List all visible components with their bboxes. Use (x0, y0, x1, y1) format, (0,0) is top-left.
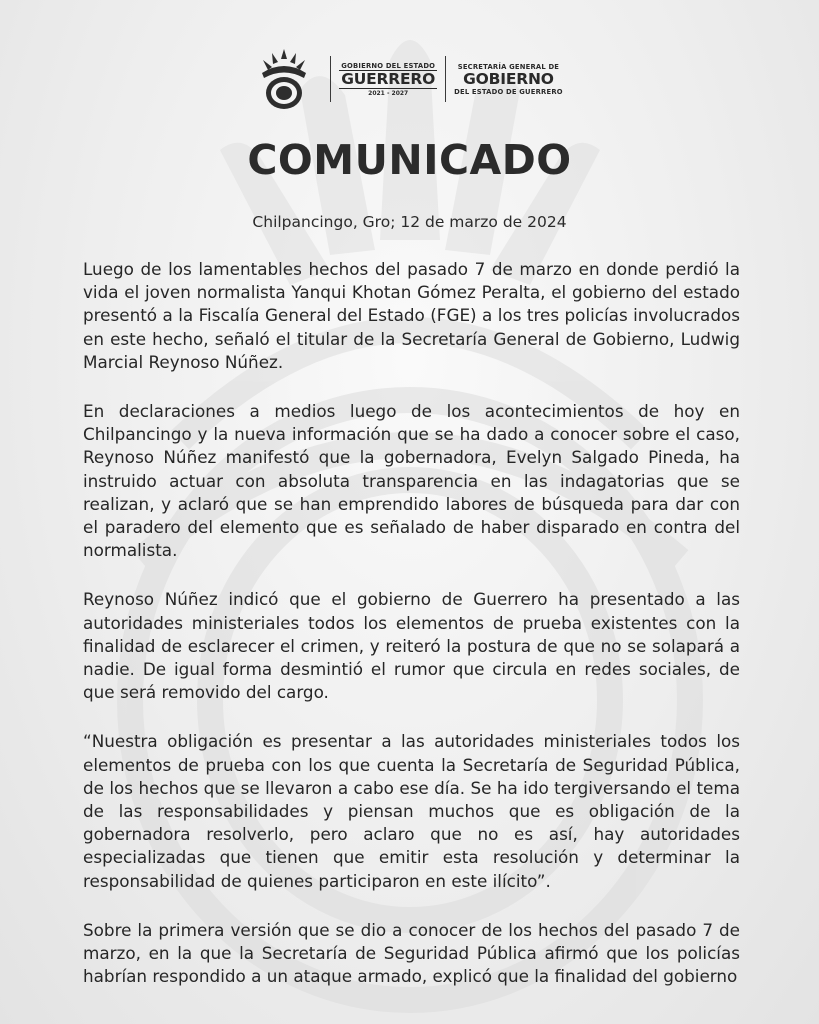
paragraph: Sobre la primera versión que se dio a conocer de los hechos del pasado 7 de marzo, en la que la Secretaría de Seguridad Pública afirmó que los policías habrían respondido a un ataque armado, explicó que la finalidad del gobierno (83, 919, 740, 987)
sec-line2: GOBIERNO (463, 69, 554, 88)
page-title: COMUNICADO (247, 136, 572, 184)
gov-years: 2021 - 2027 (368, 89, 409, 97)
gobierno-guerrero-logo (339, 62, 437, 97)
paragraph: Reynoso Núñez indicó que el gobierno de Guerrero ha presentado a las autoridades ministeriales todos los elementos de prueba existentes con la finalidad de esclarecer el crimen, y reiteró la postura de que no se solapará a nadie. De igual forma desmintió el rumor que circula en redes sociales, de que será removido del cargo. (83, 589, 740, 703)
dateline: Chilpancingo, Gro; 12 de marzo de 2024 (252, 213, 567, 231)
sec-line3: DEL ESTADO DE GUERRERO (454, 87, 563, 96)
paragraph: “Nuestra obligación es presentar a las autoridades ministeriales todos los elementos de prueba con los que cuenta la Secretaría de Seguridad Pública, de los hechos que se llevaron a cabo ese día. Se ha ido tergiversando el tema de las responsabilidades y piensan muchos que es obligación de la gobernadora resolverlo, pero aclaro que no es así, hay autoridades especializadas que tienen que emitir esta resolución y determinar la responsabilidad de quienes participaron en este ilícito”. (83, 731, 740, 891)
communique-body (83, 258, 740, 1014)
paragraph: Luego de los lamentables hechos del pasado 7 de marzo en donde perdió la vida el joven normalista Yanqui Khotan Gómez Peralta, el gobierno del estado presentó a la Fiscalía General del Estado (FGE) a los tres policías involucrados en este hecho, señaló el titular de la Secretaría General de Gobierno, Ludwig Marcial Reynoso Núñez. (83, 259, 740, 372)
header-logos (0, 44, 819, 114)
sec-line1: SECRETARÍA GENERAL DE (457, 62, 560, 71)
gov-line1: GOBIERNO DEL ESTADO (341, 61, 436, 70)
secretaria-general-logo (454, 63, 563, 96)
header-divider-2 (445, 56, 446, 102)
paragraph: En declaraciones a medios luego de los acontecimientos de hoy en Chilpancingo y la nueva información que se ha dado a conocer sobre el caso, Reynoso Núñez manifestó que la gobernadora, Evelyn Salgado Pineda, ha instruido actuar con absoluta transparencia en las indagatorias que se realizan, y aclaró que se han emprendido labores de búsqueda para dar con el paradero del elemento que es señalado de haber disparado en contra del normalista. (83, 401, 740, 561)
state-seal-icon (256, 47, 312, 111)
header-divider (330, 56, 331, 102)
gov-line2: GUERRERO (341, 69, 436, 88)
